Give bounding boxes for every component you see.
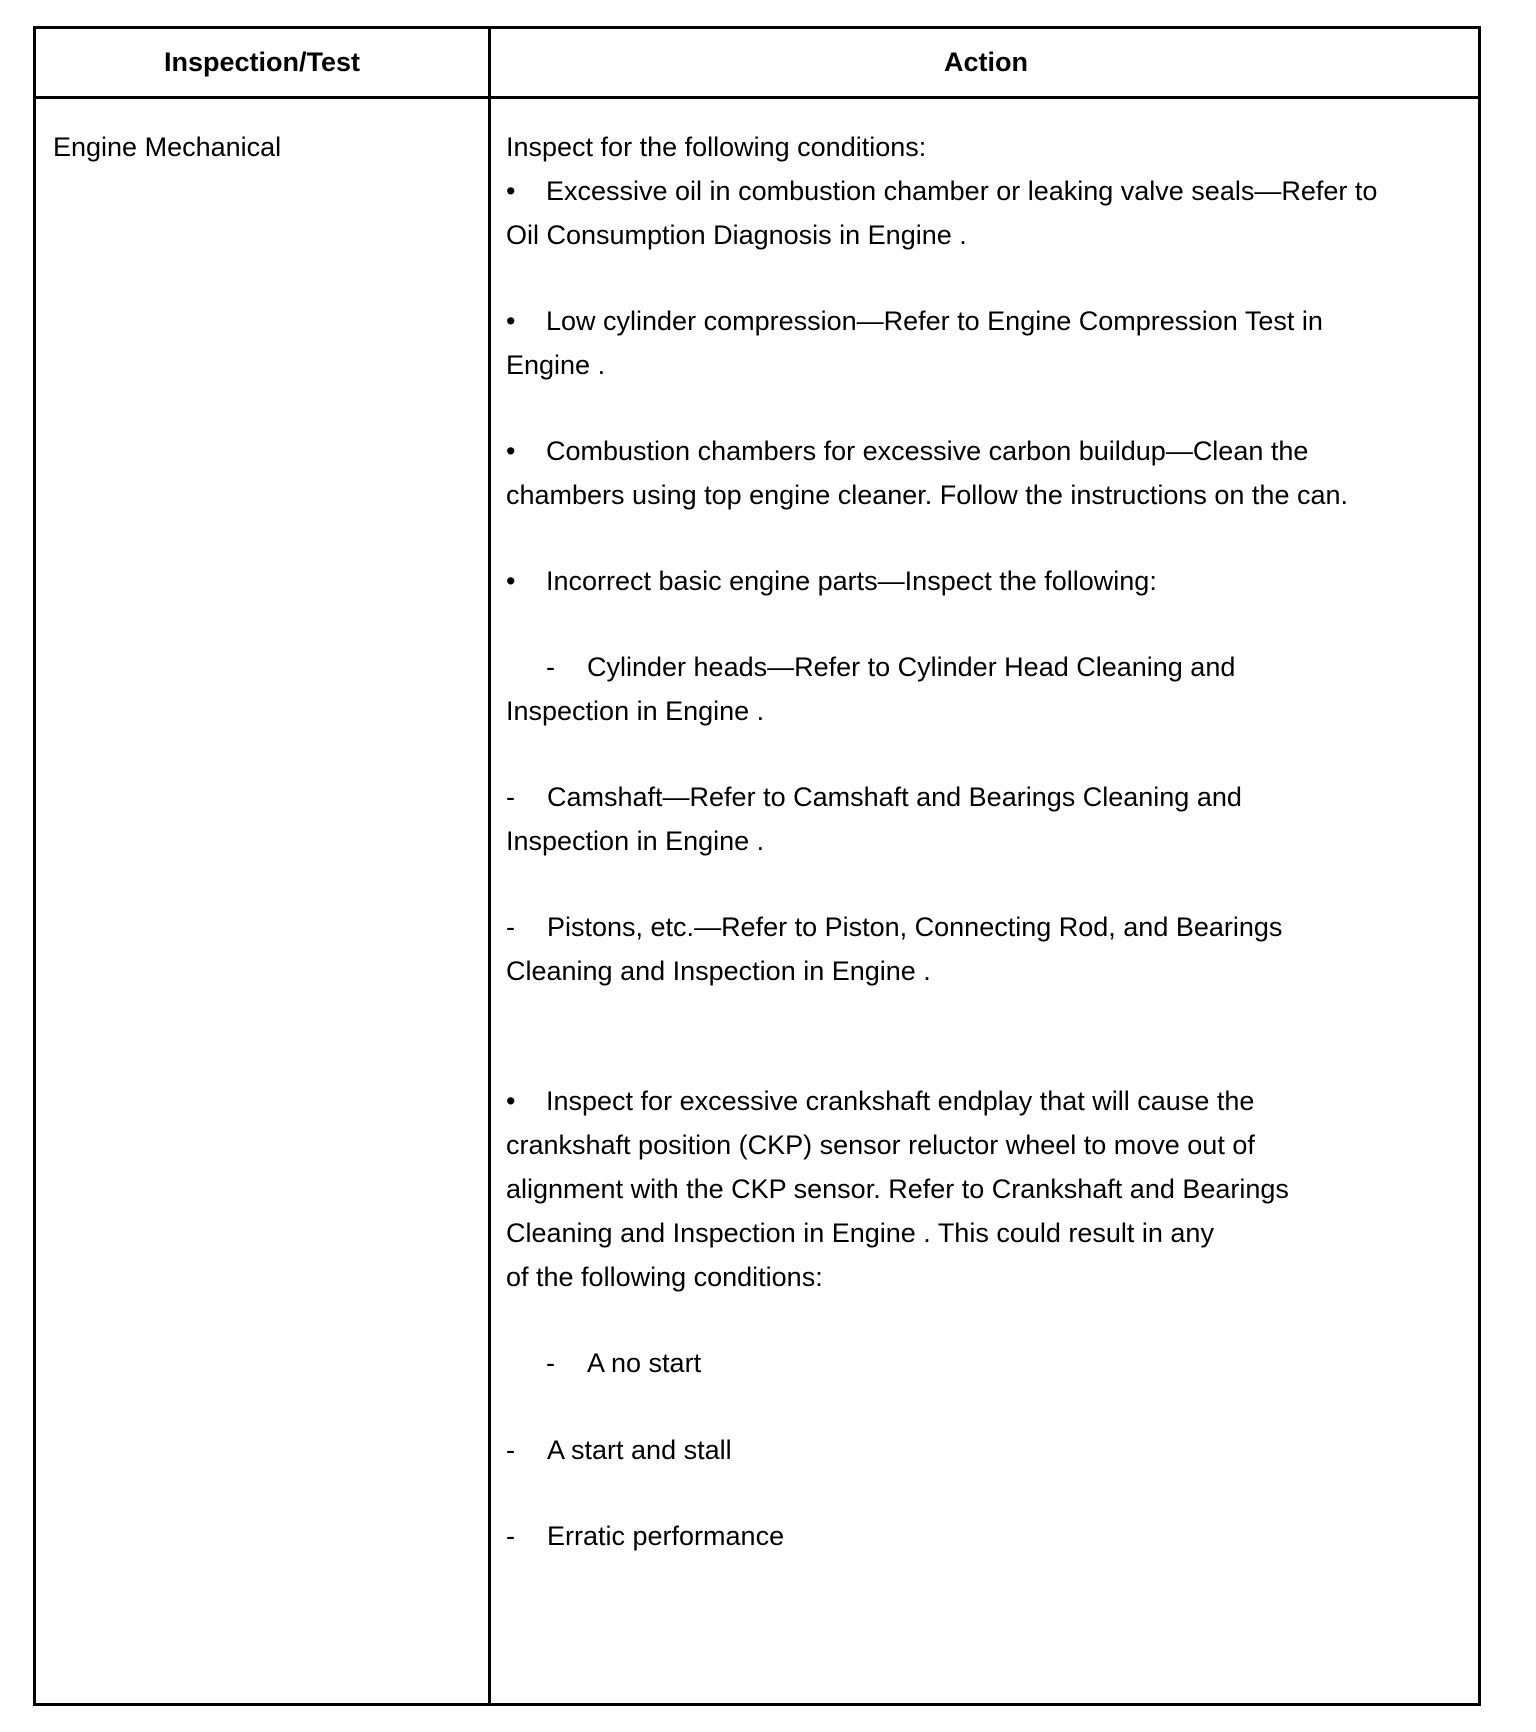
header-action: Action [944, 47, 1028, 77]
sub-item-text: Camshaft—Refer to Camshaft and Bearings Cleaning and [547, 782, 1242, 812]
bullet-item-text-cont: alignment with the CKP sensor. Refer to Crankshaft and Bearings [506, 1174, 1289, 1204]
action-intro: Inspect for the following conditions: [506, 132, 927, 162]
bullet-item-text: Incorrect basic engine parts—Inspect the following: [546, 566, 1157, 596]
bullet-symbol: • [506, 436, 516, 466]
bullet-item-engine-parts [506, 559, 1157, 603]
bullet-item-text-cont: Cleaning and Inspection in Engine . This could result in any [506, 1218, 1214, 1248]
condition-text: Erratic performance [547, 1521, 785, 1551]
sub-item-camshaft [506, 775, 1242, 819]
condition-erratic [506, 1514, 784, 1558]
condition-text: A no start [587, 1348, 702, 1378]
bullet-item-crankshaft [506, 1079, 1254, 1123]
column-divider [488, 29, 491, 1703]
header-inspection-test: Inspection/Test [163, 47, 361, 77]
dash-symbol: - [506, 1435, 515, 1465]
bullet-symbol: • [506, 1086, 516, 1116]
diagnosis-table [33, 26, 1481, 1706]
dash-symbol: - [506, 912, 515, 942]
header-divider [36, 96, 1478, 99]
bullet-item-text: Combustion chambers for excessive carbon buildup—Clean the [546, 436, 1309, 466]
bullet-item-text-cont: crankshaft position (CKP) sensor reluctor wheel to move out of [506, 1130, 1255, 1160]
sub-item-text-cont: Inspection in Engine . [506, 696, 765, 726]
dash-symbol: - [546, 652, 555, 682]
dash-symbol: - [546, 1348, 555, 1378]
bullet-item-text: Excessive oil in combustion chamber or leaking valve seals—Refer to [546, 176, 1378, 206]
dash-symbol: - [506, 782, 515, 812]
cell-inspection: Engine Mechanical [53, 132, 282, 162]
sub-item-text: Cylinder heads—Refer to Cylinder Head Cleaning and [587, 652, 1236, 682]
bullet-item-text: Low cylinder compression—Refer to Engine Compression Test in [546, 306, 1323, 336]
bullet-item-text-cont: Engine . [506, 350, 606, 380]
condition-start-stall [506, 1428, 732, 1472]
dash-symbol: - [506, 1521, 515, 1551]
bullet-item-text-cont: Oil Consumption Diagnosis in Engine . [506, 220, 967, 250]
sub-item-text: Pistons, etc.—Refer to Piston, Connecting Rod, and Bearings [547, 912, 1283, 942]
condition-text: A start and stall [547, 1435, 732, 1465]
sub-item-pistons [506, 905, 1282, 949]
sub-item-text-cont: Inspection in Engine . [506, 826, 765, 856]
bullet-item-text: Inspect for excessive crankshaft endplay that will cause the [546, 1086, 1255, 1116]
bullet-symbol: • [506, 306, 516, 336]
bullet-symbol: • [506, 566, 516, 596]
condition-no-start [546, 1341, 701, 1385]
bullet-item-oil [506, 169, 1377, 213]
sub-item-text-cont: Cleaning and Inspection in Engine . [506, 956, 931, 986]
bullet-item-text-cont: chambers using top engine cleaner. Follow the instructions on the can. [506, 480, 1348, 510]
sub-item-cylinder-heads [546, 645, 1235, 689]
bullet-item-carbon [506, 429, 1308, 473]
bullet-item-text-cont: of the following conditions: [506, 1262, 823, 1292]
bullet-symbol: • [506, 176, 516, 206]
bullet-item-compression [506, 299, 1323, 343]
